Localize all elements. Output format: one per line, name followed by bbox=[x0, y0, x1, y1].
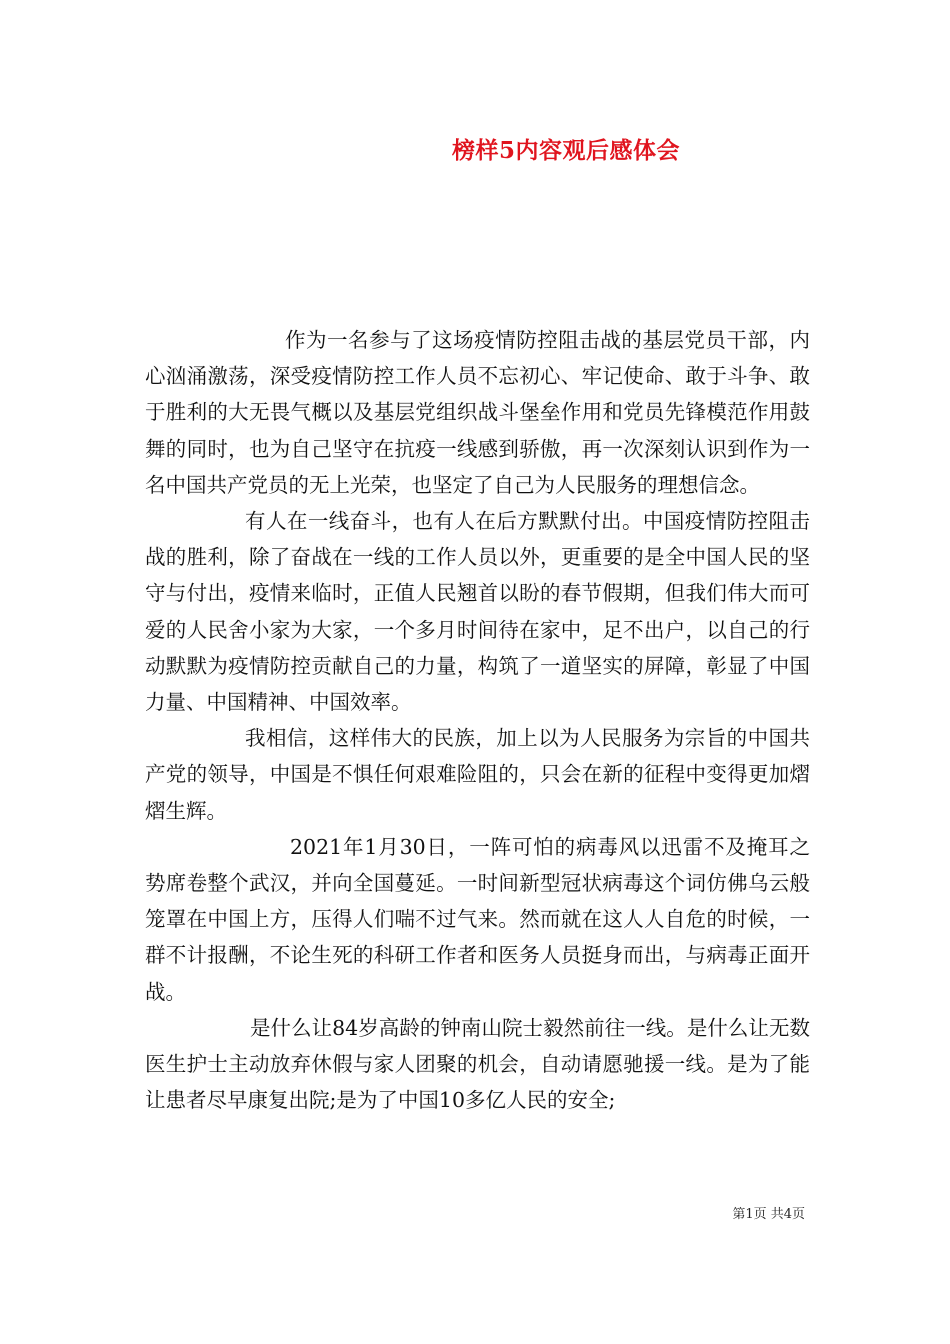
paragraph-1: 作为一名参与了这场疫情防控阻击战的基层党员干部，内心汹涌激荡，深受疫情防控工作人员不忘初心、牢记使命、敢于斗争、敢于胜利的大无畏气概以及基层党组织战斗堡垒作用和党员先锋模范作用鼓舞的同时，也为自己坚守在抗疫一线感到骄傲，再一次深刻认识到作为一名中国共产党员的无上光荣，也坚定了自己为人民服务的理想信念。 bbox=[145, 328, 810, 497]
paragraph-2: 有人在一线奋斗，也有人在后方默默付出。中国疫情防控阻击战的胜利，除了奋战在一线的工作人员以外，更重要的是全中国人民的坚守与付出，疫情来临时，正值人民翘首以盼的春节假期，但我们伟大而可爱的人民舍小家为大家，一个多月时间待在家中，足不出户，以自己的行动默默为疫情防控贡献自己的力量，构筑了一道坚实的屏障，彰显了中国力量、中国精神、中国效率。 bbox=[145, 509, 810, 715]
document-title: 榜样5内容观后感体会 bbox=[452, 137, 681, 164]
paragraph-3: 我相信，这样伟大的民族，加上以为人民服务为宗旨的中国共产党的领导，中国是不惧任何艰难险阻的，只会在新的征程中变得更加熠熠生辉。 bbox=[145, 726, 810, 823]
paragraph-5: 是什么让84岁高龄的钟南山院士毅然前往一线。是什么让无数医生护士主动放弃休假与家人团聚的机会，自动请愿驰援一线。是为了能让患者尽早康复出院;是为了中国10多亿人民的安全; bbox=[145, 1015, 810, 1113]
document-body bbox=[145, 322, 810, 1118]
paragraph-4: 2021年1月30日，一阵可怕的病毒风以迅雷不及掩耳之势席卷整个武汉，并向全国蔓延。一时间新型冠状病毒这个词仿佛乌云般笼罩在中国上方，压得人们喘不过气来。然而就在这人人自危的时候，一群不计报酬，不论生死的科研工作者和医务人员挺身而出，与病毒正面开战。 bbox=[145, 834, 810, 1004]
page-number-footer: 第1页 共4页 bbox=[732, 1207, 805, 1222]
